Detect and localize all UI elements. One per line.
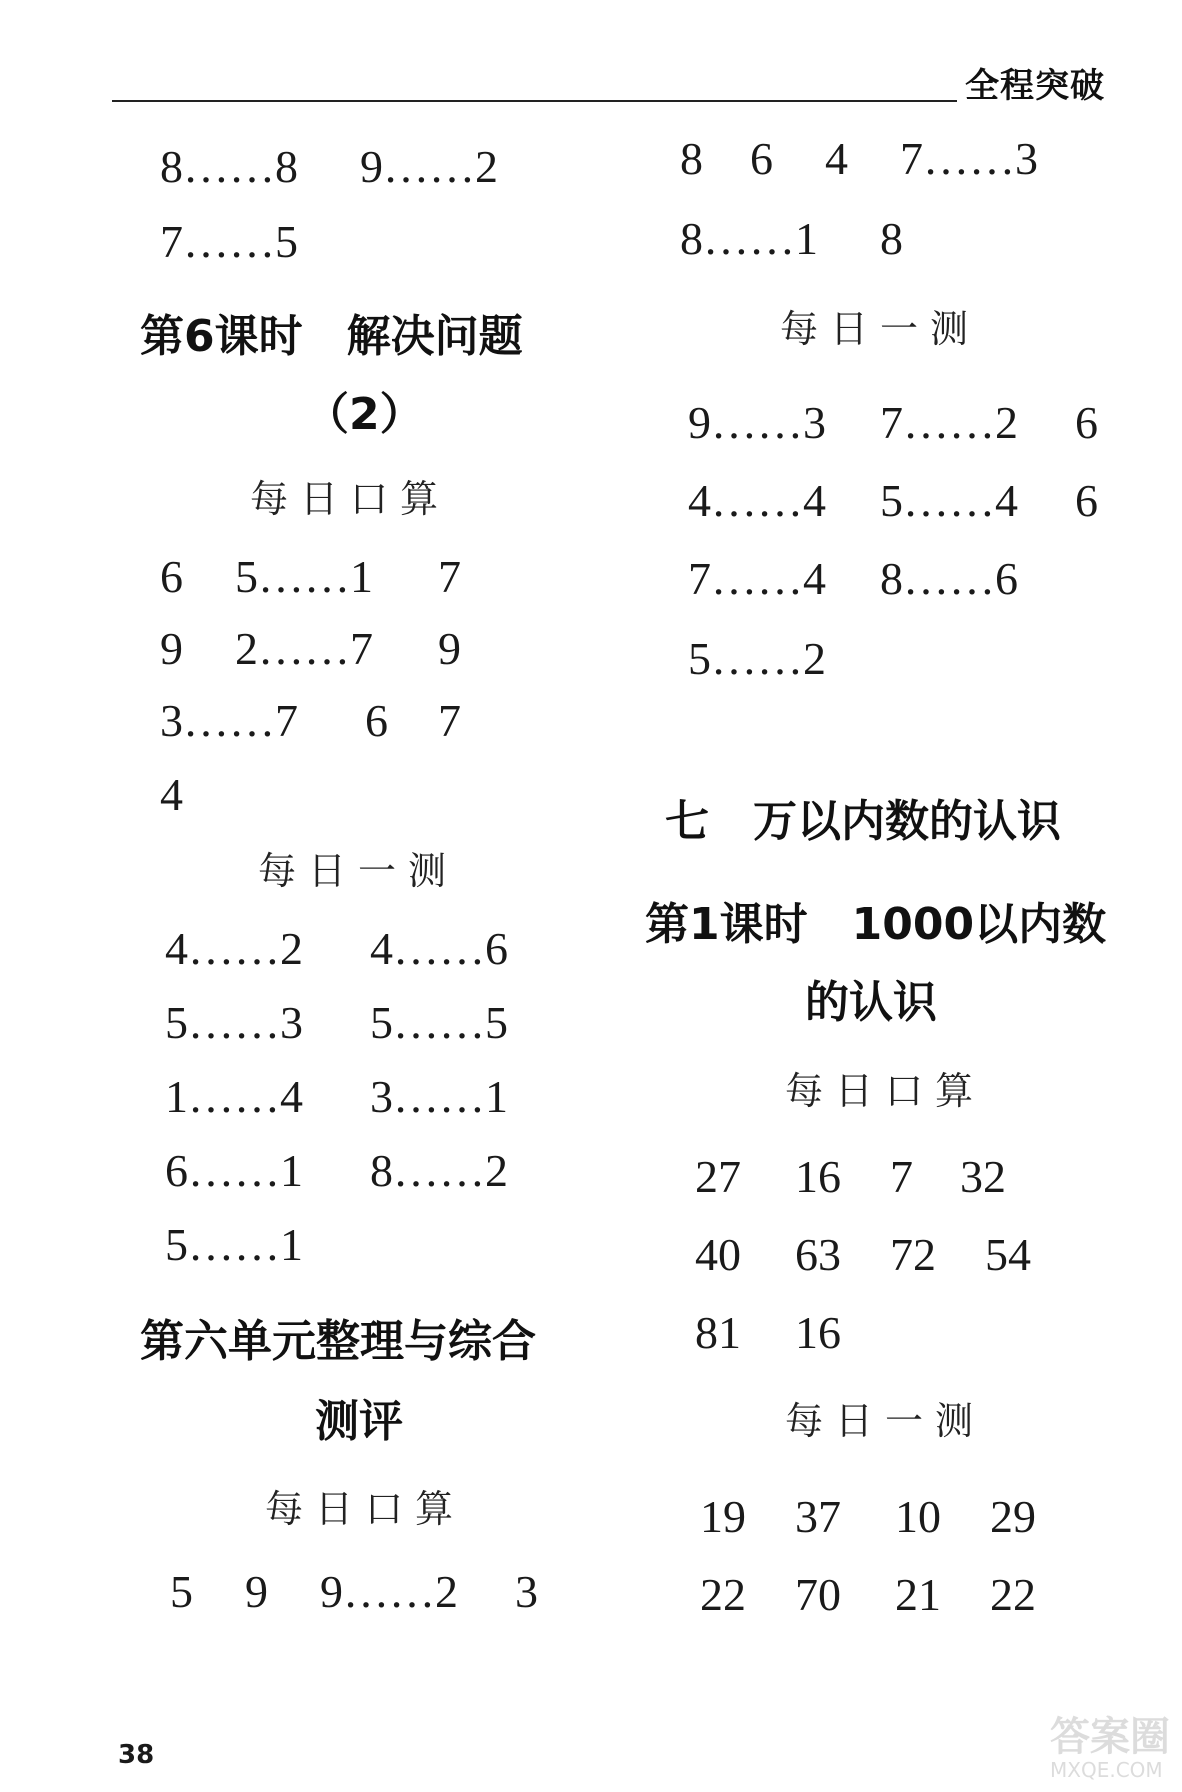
lesson-subtitle: 的认识	[805, 977, 937, 1028]
answer: 4……6	[370, 923, 508, 974]
answer: 7……5	[160, 216, 298, 267]
answer: 3……1	[370, 1071, 508, 1122]
page-number: 38	[118, 1740, 155, 1770]
answer: 9……2	[360, 141, 498, 192]
section-label-daily-test: 每日一测	[785, 1399, 986, 1443]
answer: 8……8	[160, 141, 298, 192]
answer: 7	[438, 551, 461, 602]
book-series-title: 全程突破	[965, 66, 1105, 106]
header-rule	[112, 100, 957, 102]
watermark-domain: MXQE.COM	[1050, 1758, 1163, 1782]
answer: 7……3	[900, 133, 1038, 184]
answer: 1……4	[165, 1071, 303, 1122]
answer: 5……1	[165, 1219, 303, 1270]
answer: 5……3	[165, 997, 303, 1048]
answer: 63	[795, 1229, 841, 1280]
lesson-title: 第6课时 解决问题	[140, 311, 523, 362]
answer: 16	[795, 1307, 841, 1358]
answer: 8……6	[880, 553, 1018, 604]
unit-review-title: 第六单元整理与综合	[140, 1316, 536, 1367]
answer: 8……1	[680, 213, 818, 264]
answer: 22	[990, 1569, 1036, 1620]
watermark-logo	[1050, 1705, 1178, 1785]
watermark-text: 答案圈	[1050, 1714, 1170, 1760]
answer: 6……1	[165, 1145, 303, 1196]
section-label-daily-arithmetic: 每日口算	[250, 477, 451, 521]
lesson-subtitle: （2）	[305, 389, 424, 440]
answer: 4……2	[165, 923, 303, 974]
section-label-daily-test: 每日一测	[258, 849, 459, 893]
chapter-title: 七 万以内数的认识	[665, 796, 1061, 847]
answer: 70	[795, 1569, 841, 1620]
answer: 5……2	[688, 633, 826, 684]
unit-review-subtitle: 测评	[315, 1396, 403, 1447]
answer: 6	[1075, 475, 1098, 526]
answer: 4	[825, 133, 848, 184]
answer: 8	[880, 213, 903, 264]
answer: 54	[985, 1229, 1031, 1280]
answer: 5……5	[370, 997, 508, 1048]
answer: 5……4	[880, 475, 1018, 526]
answer: 10	[895, 1491, 941, 1542]
answer: 32	[960, 1151, 1006, 1202]
answer: 9	[160, 623, 183, 674]
answer: 6	[1075, 397, 1098, 448]
answer: 3……7	[160, 695, 298, 746]
answer: 6	[365, 695, 388, 746]
answer: 40	[695, 1229, 741, 1280]
answer: 29	[990, 1491, 1036, 1542]
answer: 9	[245, 1566, 268, 1617]
answer: 27	[695, 1151, 741, 1202]
answer: 2……7	[235, 623, 373, 674]
answer: 22	[700, 1569, 746, 1620]
answer: 72	[890, 1229, 936, 1280]
answer: 37	[795, 1491, 841, 1542]
section-label-daily-test: 每日一测	[780, 307, 981, 351]
answer: 9……3	[688, 397, 826, 448]
answer: 7……2	[880, 397, 1018, 448]
answer: 9……2	[320, 1566, 458, 1617]
answer: 5……1	[235, 551, 373, 602]
answer: 7	[438, 695, 461, 746]
answer: 81	[695, 1307, 741, 1358]
answer: 8	[680, 133, 703, 184]
answer: 4……4	[688, 475, 826, 526]
answer: 21	[895, 1569, 941, 1620]
answer: 7	[890, 1151, 913, 1202]
lesson-title: 第1课时 1000以内数	[645, 899, 1107, 950]
answer: 16	[795, 1151, 841, 1202]
answer: 19	[700, 1491, 746, 1542]
answer: 4	[160, 769, 183, 820]
section-label-daily-arithmetic: 每日口算	[265, 1487, 466, 1531]
answer: 6	[750, 133, 773, 184]
answer: 7……4	[688, 553, 826, 604]
answer: 9	[438, 623, 461, 674]
answer: 8……2	[370, 1145, 508, 1196]
answer: 5	[170, 1566, 193, 1617]
answer: 6	[160, 551, 183, 602]
section-label-daily-arithmetic: 每日口算	[785, 1069, 986, 1113]
answer: 3	[515, 1566, 538, 1617]
